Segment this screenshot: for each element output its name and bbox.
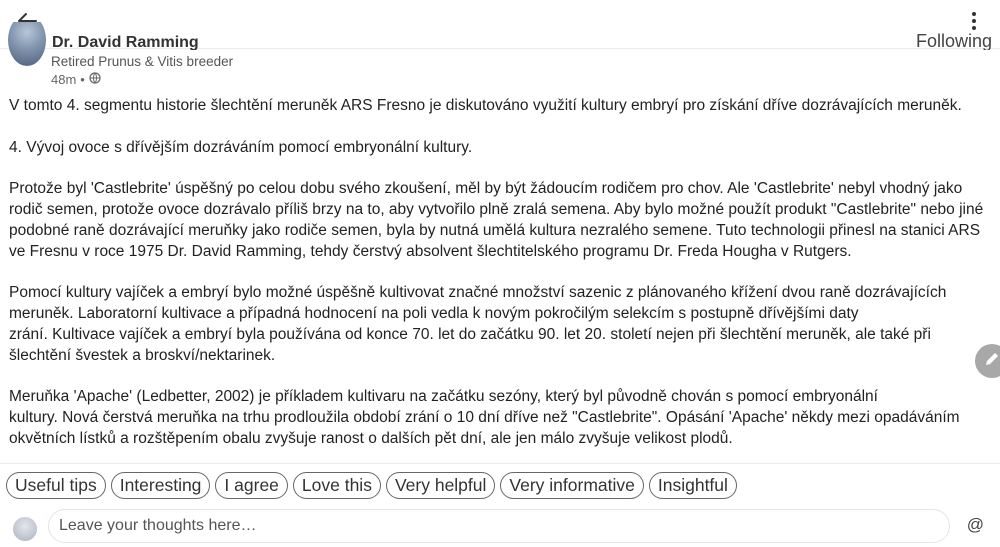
globe-icon bbox=[89, 72, 101, 87]
quick-reply-very-helpful[interactable]: Very helpful bbox=[386, 472, 495, 499]
quick-reply-very-informative[interactable]: Very informative bbox=[500, 472, 643, 499]
post-paragraph: Pomocí kultury vajíček a embryí bylo možné úspěšně kultivovat značné množství sazenic z plánovaného křížení dvou raně dozrávajících meruněk. Laboratorní kultivace a případná hodnocení na poli vedla k novým pokročilým selekcím s postupně dřívějšími daty zrání. Kultivace vajíček a embryí byla používána od konce 70. let do začátku 90. let 20. století nejen při šlechtění meruněk, ale také při šlechtění švestek a broskví/nektarinek. bbox=[9, 284, 947, 364]
time-separator: • bbox=[80, 72, 85, 87]
post-paragraph: Protože byl 'Castlebrite' úspěšný po celou dobu svého zkoušení, měl by být žádoucím rodičem pro chov. Ale 'Castlebrite' nebyl vhodný jako rodič semen, protože ovoce dozrávalo příliš brzy na to, aby vytvořilo plně zralá semena. Aby bylo možné použít produkt "Castlebrite" nebo jiné podobné raně dozrávající meruňky jako rodiče semen, byla by nutná umělá kultura nezralého semene. Tuto technologii přinesl na stanici ARS ve Fresnu v roce 1975 Dr. David Ramming, tehdy čerstvý absolvent šlechtitelského programu Dr. Freda Hougha v Rutgers. bbox=[9, 180, 984, 260]
post-paragraph: V tomto 4. segmentu historie šlechtění meruněk ARS Fresno je diskutováno využití kultury embryí pro získání dříve dozrávajících meruněk. bbox=[9, 97, 962, 114]
quick-replies bbox=[6, 472, 737, 499]
author-name[interactable]: Dr. David Ramming bbox=[52, 34, 199, 50]
quick-reply-interesting[interactable]: Interesting bbox=[111, 472, 211, 499]
author-headline: Retired Prunus & Vitis breeder bbox=[51, 54, 234, 69]
comment-input[interactable] bbox=[48, 509, 950, 543]
following-button[interactable]: Following bbox=[915, 31, 992, 50]
post-body bbox=[9, 96, 989, 470]
author-avatar[interactable] bbox=[8, 22, 46, 66]
quick-reply-i-agree[interactable]: I agree bbox=[215, 472, 287, 499]
pencil-icon bbox=[984, 351, 1000, 372]
comment-bar bbox=[0, 505, 1000, 547]
quick-reply-insightful[interactable]: Insightful bbox=[649, 472, 737, 499]
quick-reply-love-this[interactable]: Love this bbox=[293, 472, 381, 499]
user-avatar bbox=[13, 517, 37, 541]
quick-replies-bar bbox=[0, 463, 1000, 506]
post-paragraph: Meruňka 'Apache' (Ledbetter, 2002) je příkladem kultivaru na začátku sezóny, který byl původně chován s pomocí embryonální kultury. Nová čerstvá meruňka na trhu prodloužila období zrání o 10 dní dříve než "Castlebrite". Opásání 'Apache' někdy mezi opadáváním okvětních lístků a rozštěpením obalu zvyšuje ranost o dalších pět dní, ale jen málo zvyšuje velikost plodů. bbox=[9, 388, 960, 447]
author-header-partial bbox=[0, 30, 1000, 50]
post-time: 48m bbox=[51, 72, 77, 87]
post-paragraph: 4. Vývoj ovoce s dřívějším dozráváním pomocí embryonální kultury. bbox=[9, 138, 473, 156]
quick-reply-useful-tips[interactable]: Useful tips bbox=[6, 472, 106, 499]
post-time-row bbox=[51, 72, 233, 87]
author-meta bbox=[51, 54, 233, 87]
mention-button[interactable]: @ bbox=[966, 515, 984, 534]
